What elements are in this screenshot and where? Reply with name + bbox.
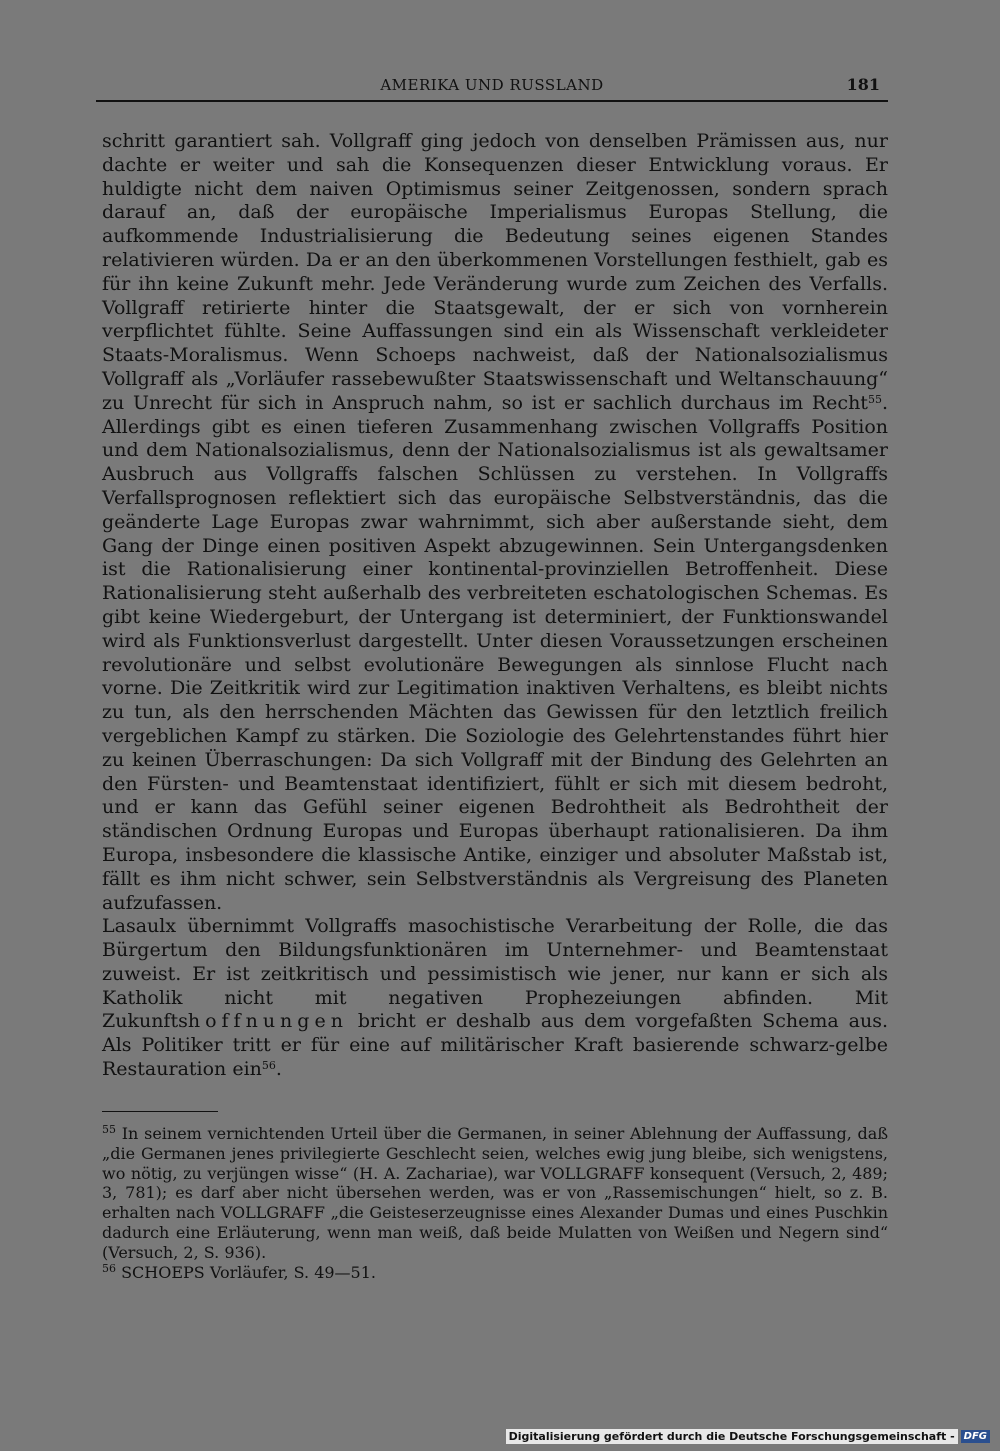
header-rule bbox=[96, 100, 888, 102]
footnote-ref-55[interactable]: 55 bbox=[867, 392, 882, 406]
footnote-56-text: SCHOEPS Vorläufer, S. 49—51. bbox=[116, 1262, 376, 1282]
running-title: AMERIKA UND RUSSLAND bbox=[380, 76, 604, 94]
page-header bbox=[96, 76, 888, 102]
footnote-56 bbox=[102, 1263, 888, 1283]
footnote-separator bbox=[102, 1111, 218, 1112]
footnote-56-number: 56 bbox=[102, 1261, 116, 1275]
paragraph-2-part-c: . bbox=[275, 1058, 282, 1081]
page-number: 181 bbox=[846, 75, 880, 94]
body-text bbox=[102, 130, 888, 1082]
footnotes bbox=[102, 1124, 888, 1282]
footnote-55 bbox=[102, 1124, 888, 1263]
footnote-55-number: 55 bbox=[102, 1123, 116, 1136]
paragraph-2-spaced-word: hoffnungen bbox=[187, 1010, 348, 1033]
footnote-55-text: In seinem vernichtenden Urteil über die Germanen, in seiner Ablehnung der Auffassung, daß „die Germanen jenes privilegierte Geschlecht seien, welches ewig jung bleibe, sich wenigstens, wo nötig, zu verjüngen wisse“ (H. A. Zachariae), war VOLLGRAFF konsequent (Versuch, 2, 489; 3, 781); es darf aber nicht übersehen werden, was er von „Rassemischungen“ hielt, so z. B. erhalten nach VOLLGRAFF „die Geisteserzeugnisse eines Alexander Dumas und eines Puschkin dadurch eine Erläuterung, wenn man weiß, daß beide Mulatten von Weißen und Negern sind“ (Versuch, 2, S. 936). bbox=[102, 1124, 888, 1262]
paragraph-2-part-b: bricht er deshalb aus dem vorgefaßten Schema aus. Als Politiker tritt er für eine auf militärischer Kraft basierende schwarz-gelbe Restauration ein bbox=[102, 1010, 888, 1081]
digitization-footer bbox=[506, 1427, 990, 1445]
paragraph-1-part-a: schritt garantiert sah. Vollgraff ging jedoch von denselben Prämissen aus, nur dachte er weiter und sah die Konsequenzen dieser Entwicklung voraus. Er huldigte nicht dem naiven Optimismus seiner Zeitgenossen, sondern sprach darauf an, daß der europäische Imperialismus Europas Stellung, die aufkommende Industrialisierung die Bedeutung seines eigenen Standes relativieren würden. Da er an den überkommenen Vorstellungen festhielt, gab es für ihn keine Zukunft mehr. Jede Veränderung wurde zum Zeichen des Verfalls. Vollgraff retirierte hinter die Staatsgewalt, der er sich von vornherein verpflichtet fühlte. Seine Auffassungen sind ein als Wissenschaft verkleideter Staats-Moralismus. Wenn Schoeps nachweist, daß der Nationalsozialismus Vollgraff als „Vorläufer rassebewußter Staatswissenschaft und Weltanschauung“ zu Unrecht für sich in Anspruch nahm, so ist er sachlich durchaus im Recht bbox=[102, 130, 888, 414]
footer-credit: Digitalisierung gefördert durch die Deutsche Forschungsgemeinschaft - bbox=[506, 1429, 958, 1444]
paragraph-2-part-a: Lasaulx übernimmt Vollgraffs masochistische Verarbeitung der Rolle, die das Bürgertum den Bildungsfunktionären im Unternehmer- und Beamtenstaat zuweist. Er ist zeitkritisch und pessimistisch wie jener, nur kann er sich als Katholik nicht mit negativen Prophezeiungen abfinden. Mit Zukunfts bbox=[102, 915, 888, 1033]
dfg-logo-icon: DFG bbox=[961, 1430, 990, 1443]
paragraph-1-part-b: . Allerdings gibt es einen tieferen Zusammenhang zwischen Vollgraffs Position und dem Nationalsozialismus, denn der Nationalsozialismus ist als gewaltsamer Ausbruch aus Vollgraffs falschen Schlüssen zu verstehen. In Vollgraffs Verfallsprognosen reflektiert sich das europäische Selbstverständnis, das die geänderte Lage Europas zwar wahrnimmt, sich aber außerstande sieht, dem Gang der Dinge einen positiven Aspekt abzugewinnen. Sein Untergangsdenken ist die Rationalisierung einer kontinental-provinziellen Betroffenheit. Diese Rationalisierung steht außerhalb des verbreiteten eschatologischen Schemas. Es gibt keine Wiedergeburt, der Untergang ist determiniert, der Funktionswandel wird als Funktionsverlust dargestellt. Unter diesen Voraussetzungen erscheinen revolutionäre und selbst evolutionäre Bewegungen als sinnlose Flucht nach vorne. Die Zeitkritik wird zur Legitimation inaktiven Verhaltens, es bleibt nichts zu tun, als den herrschenden Mächten das Gewissen für den letztlich freilich vergeblichen Kampf zu stärken. Die Soziologie des Gelehrtenstandes führt hier zu keinen Überraschungen: Da sich Vollgraff mit der Bindung des Gelehrten an den Fürsten- und Beamtenstaat identifiziert, fühlt er sich mit diesem bedroht, und er kann das Gefühl seiner eigenen Bedrohtheit als Bedrohtheit der ständischen Ordnung Europas und Europas überhaupt rationalisieren. Da ihm Europa, insbesondere die klassische Antike, einziger und absoluter Maßstab ist, fällt es ihm nicht schwer, sein Selbstverständnis als Vergreisung des Planeten aufzufassen. bbox=[102, 391, 888, 914]
footnote-ref-56[interactable]: 56 bbox=[261, 1059, 276, 1073]
paragraph-2 bbox=[102, 915, 888, 1082]
paragraph-1 bbox=[102, 130, 888, 915]
